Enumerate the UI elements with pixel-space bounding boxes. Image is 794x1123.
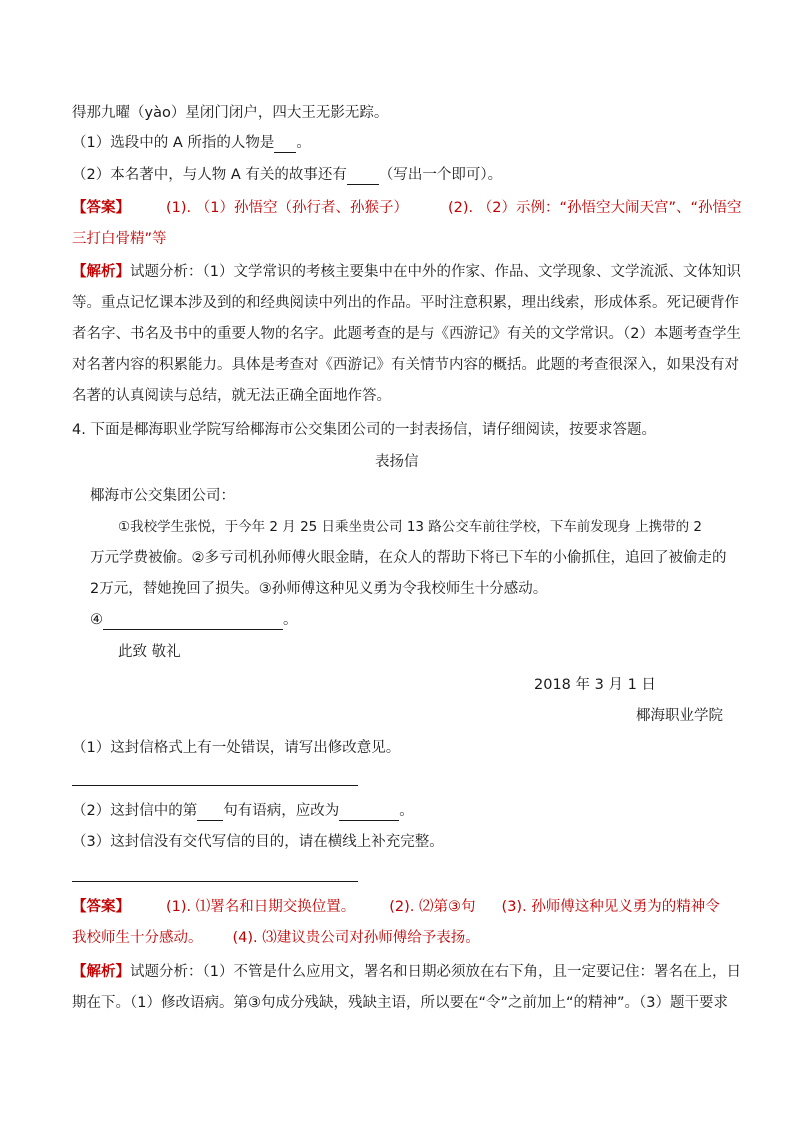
q3-analysis-line-3: 者名字、书名及书中的重要人物的名字。此题考查的是与《西游记》有关的文学常识。（2）本题考查学生 (72, 326, 741, 342)
q3-answer-cont: 三打白骨精”等 (72, 231, 167, 247)
q3-answer (72, 198, 742, 218)
q3-subquestion-1 (72, 133, 311, 153)
answer-blank[interactable] (197, 805, 223, 821)
letter-body-line-2: 万元学费被偷。②多亏司机孙师傅火眼金睛，在众人的帮助下将已下车的小偷抓住，追回了被偷走的 (90, 550, 727, 566)
answer-blank[interactable] (347, 169, 379, 185)
analysis-tag: 【解析】 (72, 264, 130, 280)
q4-subquestion-1: （1）这封信格式上有一处错误，请写出修改意见。 (72, 740, 401, 756)
letter-date: 2018 年 3 月 1 日 (534, 677, 656, 693)
q3-analysis-line-5: 名著的认真阅读与总结，就无法正确全面地作答。 (72, 388, 391, 404)
q3-answer-part-2: (2). （2）示例：“孙悟空大闹天宫”、“孙悟空 (447, 200, 742, 216)
q4-analysis-line-1: 【解析】试题分析：（1）不管是什么应用文，署名和日期必须放在右下角，且一定要记住：署名在上，日 (72, 964, 741, 980)
q3-sub1-text: （1）选段中的 A 所指的人物是 (72, 135, 275, 151)
letter-closing: 此致 敬礼 (118, 644, 181, 660)
answer-line[interactable] (72, 785, 358, 786)
q3-subquestion-2 (72, 165, 502, 185)
q3-sub2-end: （写出一个即可）。 (378, 167, 503, 183)
letter-title: 表扬信 (375, 454, 419, 470)
blank-number: ④ (90, 612, 103, 628)
letter-signature: 椰海职业学院 (636, 708, 723, 724)
letter-salutation: 椰海市公交集团公司： (90, 488, 235, 504)
q4-answer: 【答案】 (1). ⑴署名和日期交换位置。 (2). ⑵第③句 (3). 孙师傅这种见义勇为的精神令 (72, 899, 720, 915)
answer-tag: 【答案】 (72, 200, 130, 216)
q4-stem: 4. 下面是椰海职业学院写给椰海市公交集团公司的一封表扬信，请仔细阅读，按要求答题。 (72, 422, 656, 438)
q4-subquestion-3: （3）这封信没有交代写信的目的，请在横线上补充完整。 (72, 834, 444, 850)
analysis-tag: 【解析】 (72, 964, 130, 980)
passage-continuation: 得那九曜（yào）星闭门闭户，四大王无影无踪。 (72, 105, 389, 121)
answer-tag: 【答案】 (72, 899, 130, 915)
q3-analysis-line-4: 对名著内容的积累能力。具体是考查对《西游记》有关情节内容的概括。此题的考查很深入，如果没有对 (72, 357, 739, 373)
q4-answer-cont: 我校师生十分感动。 (4). ⑶建议贵公司对孙师傅给予表扬。 (72, 930, 480, 946)
answer-line[interactable] (72, 881, 358, 882)
q3-sub2-text: （2）本名著中，与人物 A 有关的故事还有 (72, 167, 347, 183)
q3-answer-part-1: (1). （1）孙悟空（孙行者、孙猴子） (166, 200, 408, 216)
q4-subquestion-2: （2）这封信中的第 句有语病，应改为 。 (72, 803, 414, 819)
letter-body-line-3: 2万元，替她挽回了损失。③孙师傅这种见义勇为令我校师生十分感动。 (90, 581, 548, 597)
q3-sub1-end: 。 (296, 135, 311, 151)
answer-blank[interactable] (339, 805, 399, 821)
answer-blank[interactable] (274, 137, 296, 153)
q3-analysis-line-2: 等。重点记忆课本涉及到的和经典阅读中列出的作品。平时注意积累，理出线索，形成体系。死记硬背作 (72, 295, 739, 311)
letter-body-line-1: ①我校学生张悦，于今年 2 月 25 日乘坐贵公司 13 路公交车前往学校，下车前发现身 上携带的 2 (118, 519, 702, 535)
q3-analysis-line-1: 【解析】试题分析：（1）文学常识的考核主要集中在中外的作家、作品、文学现象、文学流派、文体知识 (72, 264, 741, 280)
letter-blank-line: ④ 。 (90, 612, 298, 628)
q4-analysis-line-2: 期在下。（1）修改语病。第③句成分残缺，残缺主语，所以要在“令”之前加上“的精神”。（3）题干要求 (72, 995, 728, 1011)
answer-blank[interactable] (103, 614, 283, 630)
